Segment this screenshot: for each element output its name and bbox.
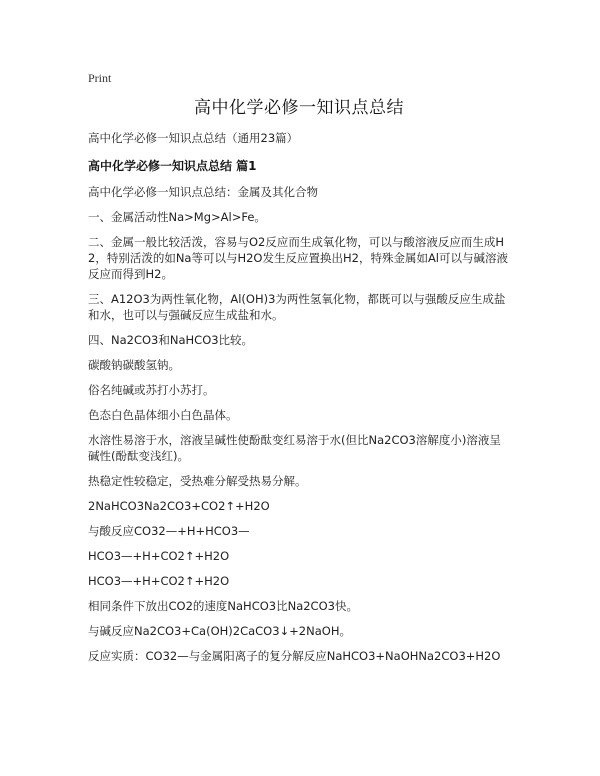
paragraph-activity-order: 一、金属活动性Na>Mg>Al>Fe。 (88, 210, 266, 224)
paragraph-thermal-stability: 热稳定性较稳定，受热难分解受热易分解。 (88, 474, 307, 488)
paragraph-intro: 高中化学必修一知识点总结：金属及其化合物 (88, 185, 318, 199)
paragraph-acid-reaction-3: HCO3—+H+CO2↑+H2O (88, 574, 230, 588)
paragraph-names: 碳酸钠碳酸氢钠。 (88, 358, 180, 372)
print-link[interactable]: Print (88, 71, 112, 85)
paragraph-acid-reaction-1: 与酸反应CO32—+H+HCO3— (88, 524, 250, 538)
paragraph-reaction-essence: 反应实质：CO32—与金属阳离子的复分解反应NaHCO3+NaOHNa2CO3+H2O (88, 649, 501, 663)
paragraph-amphoteric: 三、A12O3为两性氧化物，Al(OH)3为两性氢氧化物，都既可以与强酸反应生成盐和水，也可以与强碱反应生成盐和水。 (88, 292, 506, 322)
paragraph-comparison-heading: 四、Na2CO3和NaHCO3比较。 (88, 333, 254, 347)
section-heading: 高中化学必修一知识点总结 篇1 (88, 159, 257, 173)
document-subtitle: 高中化学必修一知识点总结（通用23篇） (88, 131, 299, 145)
paragraph-decomposition-equation: 2NaHCO3Na2CO3+CO2↑+H2O (88, 499, 270, 513)
paragraph-common-names: 俗名纯碱或苏打小苏打。 (88, 383, 215, 397)
paragraph-base-reaction: 与碱反应Na2CO3+Ca(OH)2CaCO3↓+2NaOH。 (88, 624, 351, 638)
document-title: 高中化学必修一知识点总结 (194, 98, 404, 118)
paragraph-metal-reactivity: 二、金属一般比较活泼，容易与O2反应而生成氧化物，可以与酸溶液反应而生成H2，特别活泼的如Na等可以与H2O发生反应置换出H2，特殊金属如Al可以与碱溶液反应而得到H2。 (88, 235, 509, 281)
paragraph-appearance: 色态白色晶体细小白色晶体。 (88, 408, 238, 422)
paragraph-release-rate: 相同条件下放出CO2的速度NaHCO3比Na2CO3快。 (88, 599, 358, 613)
paragraph-acid-reaction-2: HCO3—+H+CO2↑+H2O (88, 549, 230, 563)
paragraph-solubility: 水溶性易溶于水，溶液呈碱性使酚酞变红易溶于水(但比Na2CO3溶解度小)溶液呈碱性(酚酞变浅红)。 (88, 433, 501, 463)
